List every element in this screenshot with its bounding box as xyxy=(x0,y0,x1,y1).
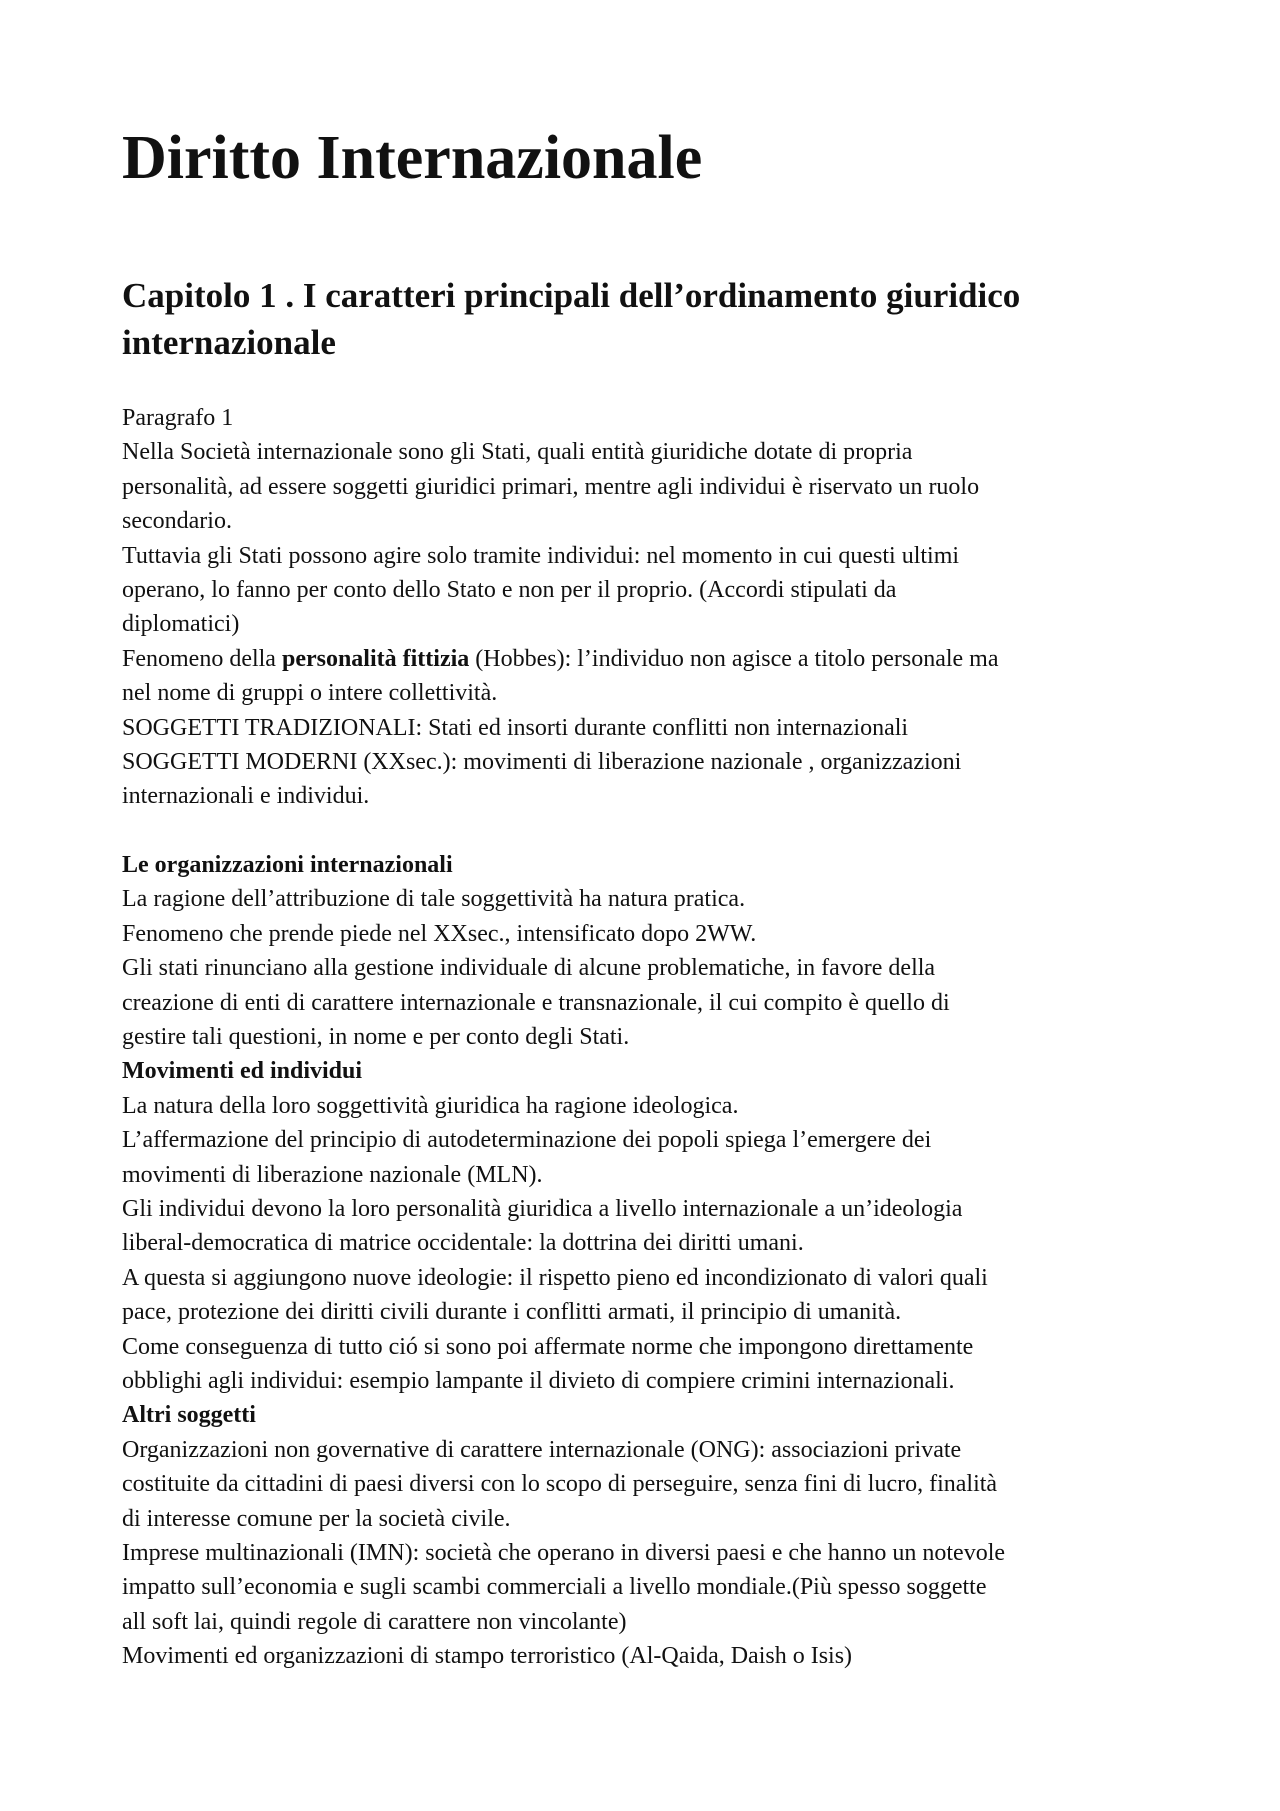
text-line: Gli stati rinunciano alla gestione individuale di alcune problematiche, in favore della xyxy=(122,955,936,982)
text-line: Tuttavia gli Stati possono agire solo tramite individui: nel momento in cui questi ultimi xyxy=(122,542,960,569)
text-line: Imprese multinazionali (IMN): società che operano in diversi paesi e che hanno un notevole xyxy=(122,1539,1006,1566)
text-line: Come conseguenza di tutto ció si sono poi affermate norme che impongono direttamente xyxy=(122,1333,974,1360)
text-line: A questa si aggiungono nuove ideologie: il rispetto pieno ed incondizionato di valori quali xyxy=(122,1264,988,1291)
text-line: impatto sull’economia e sugli scambi commerciali a livello mondiale.(Più spesso soggette xyxy=(122,1574,987,1601)
text-line: obblighi agli individui: esempio lampante il divieto di compiere crimini internazionali. xyxy=(122,1367,955,1394)
section-heading-movements: Movimenti ed individui xyxy=(122,1058,363,1085)
text-line: nel nome di gruppi o intere collettività. xyxy=(122,680,498,707)
text-line: all soft lai, quindi regole di carattere non vincolante) xyxy=(122,1608,627,1635)
text-line xyxy=(122,642,1182,676)
text-line: costituite da cittadini di paesi diversi con lo scopo di perseguire, senza fini di lucro, finalità xyxy=(122,1471,998,1498)
document-body xyxy=(122,401,1182,1673)
text-line: Fenomeno che prende piede nel XXsec., intensificato dopo 2WW. xyxy=(122,920,757,947)
bold-term: personalità fittizia xyxy=(281,645,470,672)
text-line: pace, protezione dei diritti civili durante i conflitti armati, il principio di umanità. xyxy=(122,1299,902,1326)
section-heading-other-subjects: Altri soggetti xyxy=(122,1402,256,1429)
text-line: gestire tali questioni, in nome e per conto degli Stati. xyxy=(122,1024,630,1051)
paragraph-label: Paragrafo 1 xyxy=(122,405,234,431)
text-line: Gli individui devono la loro personalità giuridica a livello internazionale a un’ideologia xyxy=(122,1195,963,1222)
blank-line xyxy=(122,814,1182,848)
text-segment: Fenomeno della xyxy=(122,645,282,672)
text-line: L’affermazione del principio di autodeterminazione dei popoli spiega l’emergere dei xyxy=(122,1127,932,1154)
chapter-heading: Capitolo 1 . I caratteri principali dell’ordinamento giuridico internazionale xyxy=(122,276,1021,362)
section-heading-organizations: Le organizzazioni internazionali xyxy=(122,852,453,879)
text-line: liberal-democratica di matrice occidentale: la dottrina dei diritti umani. xyxy=(122,1230,804,1257)
text-line: SOGGETTI MODERNI (XXsec.): movimenti di liberazione nazionale , organizzazioni xyxy=(122,748,962,775)
text-line: Organizzazioni non governative di carattere internazionale (ONG): associazioni private xyxy=(122,1436,962,1463)
text-line: movimenti di liberazione nazionale (MLN). xyxy=(122,1161,543,1188)
text-line: internazionali e individui. xyxy=(122,783,370,810)
text-line: SOGGETTI TRADIZIONALI: Stati ed insorti durante conflitti non internazionali xyxy=(122,714,909,741)
text-line: diplomatici) xyxy=(122,611,240,638)
text-line: La ragione dell’attribuzione di tale soggettività ha natura pratica. xyxy=(122,886,746,913)
text-line: di interesse comune per la società civile. xyxy=(122,1505,511,1532)
text-line: Movimenti ed organizzazioni di stampo terroristico (Al-Qaida, Daish o Isis) xyxy=(122,1643,853,1670)
text-line: personalità, ad essere soggetti giuridici primari, mentre agli individui è riservato un ruolo xyxy=(122,473,980,500)
text-line: La natura della loro soggettività giuridica ha ragione ideologica. xyxy=(122,1092,739,1119)
document-title: Diritto Internazionale xyxy=(122,124,703,192)
text-line: creazione di enti di carattere internazionale e transnazionale, il cui compito è quello di xyxy=(122,989,950,1016)
text-line: secondario. xyxy=(122,508,232,535)
text-line: Nella Società internazionale sono gli Stati, quali entità giuridiche dotate di propria xyxy=(122,439,913,466)
text-line: operano, lo fanno per conto dello Stato e non per il proprio. (Accordi stipulati da xyxy=(122,576,897,603)
text-segment: (Hobbes): l’individuo non agisce a titolo personale ma xyxy=(469,645,999,672)
